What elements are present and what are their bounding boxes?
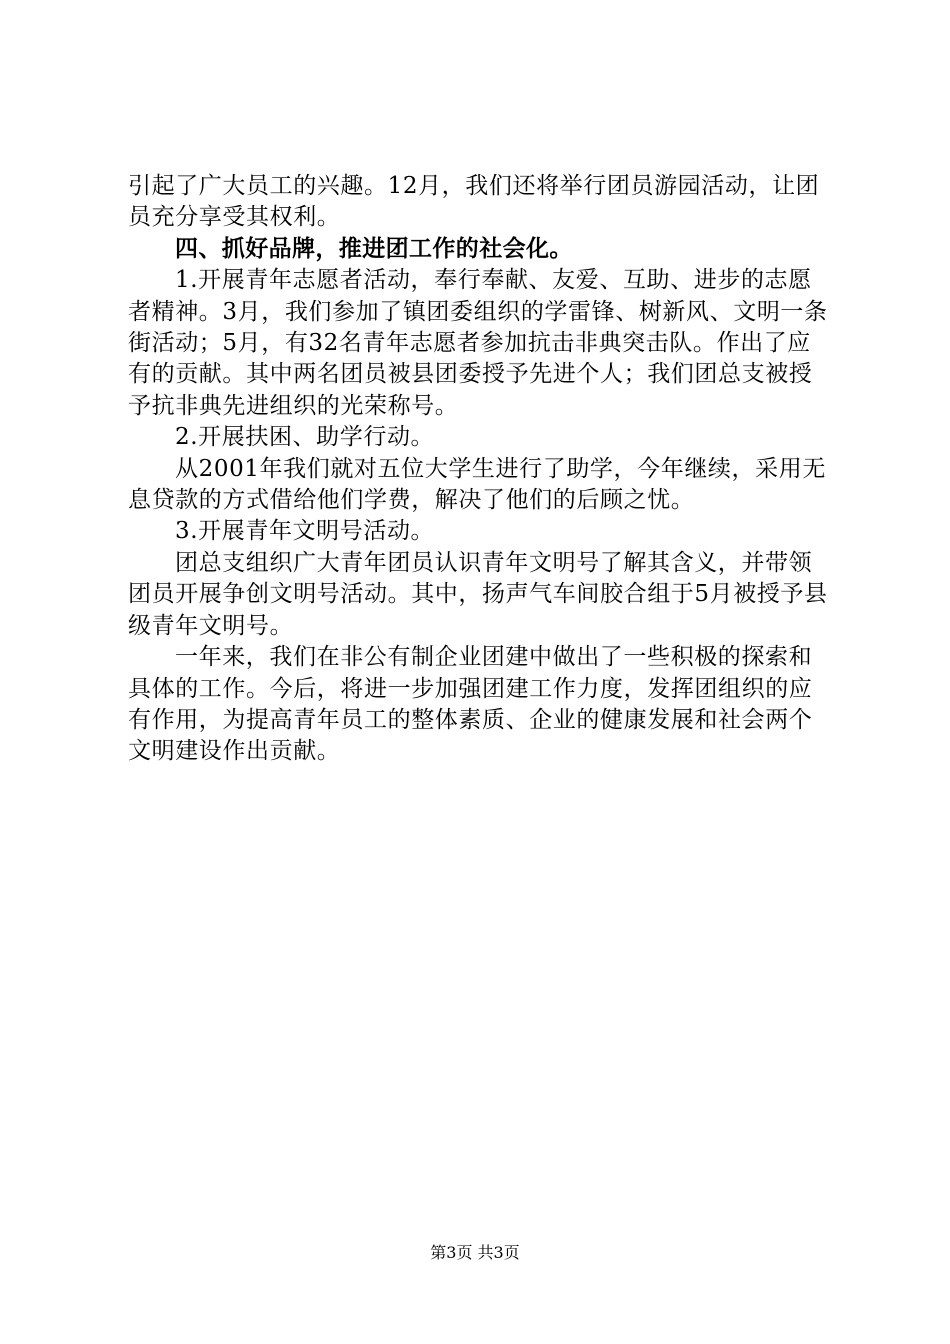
page-footer [0, 1243, 950, 1263]
paragraph-conclusion: 一年来，我们在非公有制企业团建中做出了一些积极的探索和具体的工作。今后，将进一步加强团建工作力度，发挥团组织的应有作用，为提高青年员工的整体素质、企业的健康发展和社会两个文明建设作出贡献。 [128, 644, 813, 765]
page-number: 第3页 共3页 [430, 1243, 520, 1262]
paragraph-aid: 从2001年我们就对五位大学生进行了助学，今年继续，采用无息贷款的方式借给他们学费，解决了他们的后顾之忧。 [128, 455, 826, 514]
section-heading: 四、抓好品牌，推进团工作的社会化。 [175, 235, 573, 262]
paragraph-civilization: 团总支组织广大青年团员认识青年文明号了解其含义，并带领团员开展争创文明号活动。其中，扬声气车间胶合组于5月被授予县级青年文明号。 [128, 549, 828, 639]
subheading-aid: 2.开展扶困、助学行动。 [175, 424, 435, 451]
document-body [128, 171, 830, 768]
paragraph-continuation: 引起了广大员工的兴趣。12月，我们还将举行团员游园活动，让团员充分享受其权利。 [128, 173, 820, 231]
paragraph-volunteer: 1.开展青年志愿者活动，奉行奉献、友爱、互助、进步的志愿者精神。3月，我们参加了镇团委组织的学雷锋、树新风、文明一条街活动；5月，有32名青年志愿者参加抗击非典突击队。作出了应有的贡献。其中两名团员被县团委授予先进个人；我们团总支被授予抗非典先进组织的光荣称号。 [128, 267, 828, 419]
subheading-civilization: 3.开展青年文明号活动。 [175, 518, 435, 545]
